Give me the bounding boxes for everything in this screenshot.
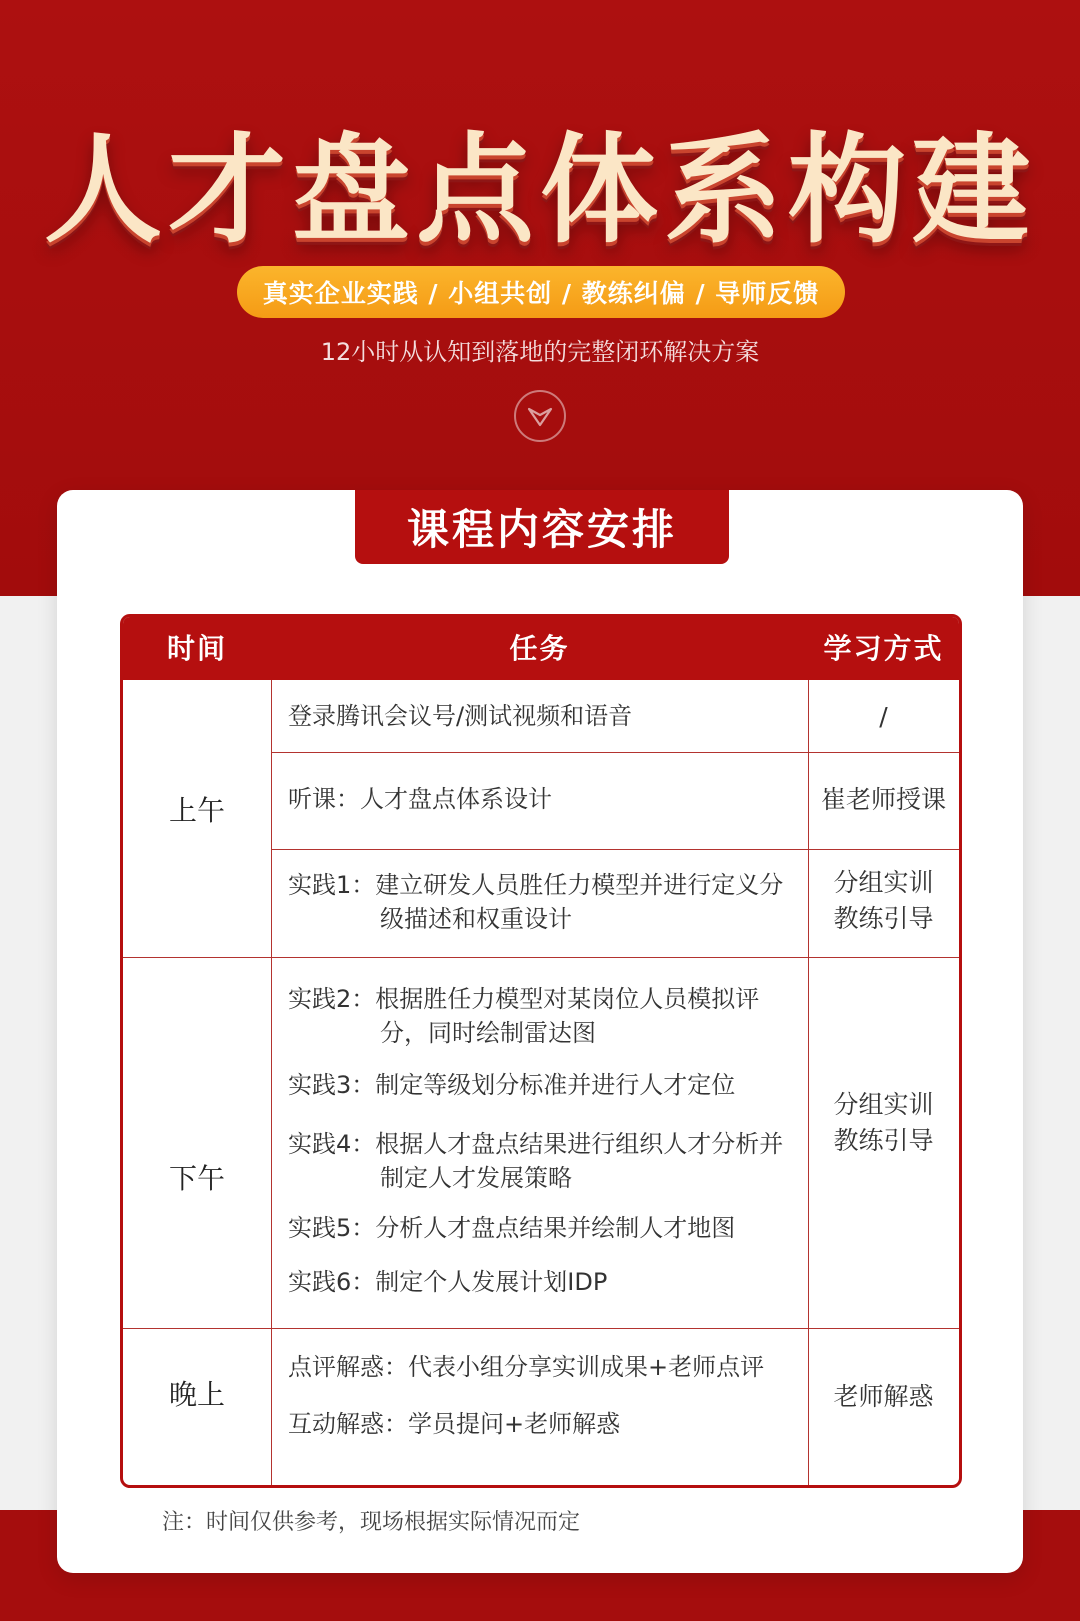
header-mode: 学习方式 xyxy=(823,632,944,665)
time-morning: 上午 xyxy=(168,794,225,827)
task-item: 实践1：建立研发人员胜任力模型并进行定义分级描述和权重设计 xyxy=(288,871,784,933)
row-divider xyxy=(123,957,959,958)
table-header xyxy=(123,617,959,680)
hero-title: 人才盘点体系构建 xyxy=(43,121,1036,259)
mode-value: 分组实训 xyxy=(833,1090,934,1119)
hero-subline: 12小时从认知到落地的完整闭环解决方案 xyxy=(320,338,760,366)
task-item: 互动解惑：学员提问+老师解惑 xyxy=(288,1410,621,1438)
mode-value: 分组实训 xyxy=(833,868,934,897)
task-item: 点评解惑：代表小组分享实训成果+老师点评 xyxy=(288,1353,765,1381)
mode-value: 教练引导 xyxy=(833,904,934,933)
mode-value: 教练引导 xyxy=(833,1126,934,1155)
chevron-down-icon[interactable] xyxy=(514,390,566,442)
divider xyxy=(271,752,959,753)
task-item: 实践6：制定个人发展计划IDP xyxy=(288,1268,608,1296)
header-time: 时间 xyxy=(166,632,227,665)
task-item: 登录腾讯会议号/测试视频和语音 xyxy=(288,702,633,730)
task-item: 实践3：制定等级划分标准并进行人才定位 xyxy=(288,1071,736,1099)
time-afternoon: 下午 xyxy=(168,1162,225,1195)
mode-value: / xyxy=(879,702,888,731)
task-item: 听课：人才盘点体系设计 xyxy=(288,785,552,813)
mode-value: 崔老师授课 xyxy=(820,785,946,814)
task-item: 实践4：根据人才盘点结果进行组织人才分析并制定人才发展策略 xyxy=(288,1130,784,1192)
row-divider xyxy=(123,1328,959,1329)
tagline-pill: 真实企业实践 / 小组共创 / 教练纠偏 / 导师反馈 xyxy=(237,266,845,318)
divider xyxy=(271,680,272,1488)
time-evening: 晚上 xyxy=(168,1378,225,1411)
schedule-table xyxy=(120,614,962,1488)
task-item: 实践5：分析人才盘点结果并绘制人才地图 xyxy=(288,1214,736,1242)
divider xyxy=(271,849,959,850)
header-task: 任务 xyxy=(509,632,570,665)
chevron-down-icon-glyph xyxy=(524,400,556,432)
task-item: 实践2：根据胜任力模型对某岗位人员模拟评分，同时绘制雷达图 xyxy=(288,985,760,1047)
mode-value: 老师解惑 xyxy=(833,1382,934,1411)
footnote: 注：时间仅供参考，现场根据实际情况而定 xyxy=(162,1510,581,1535)
section-title: 课程内容安排 xyxy=(355,490,729,564)
